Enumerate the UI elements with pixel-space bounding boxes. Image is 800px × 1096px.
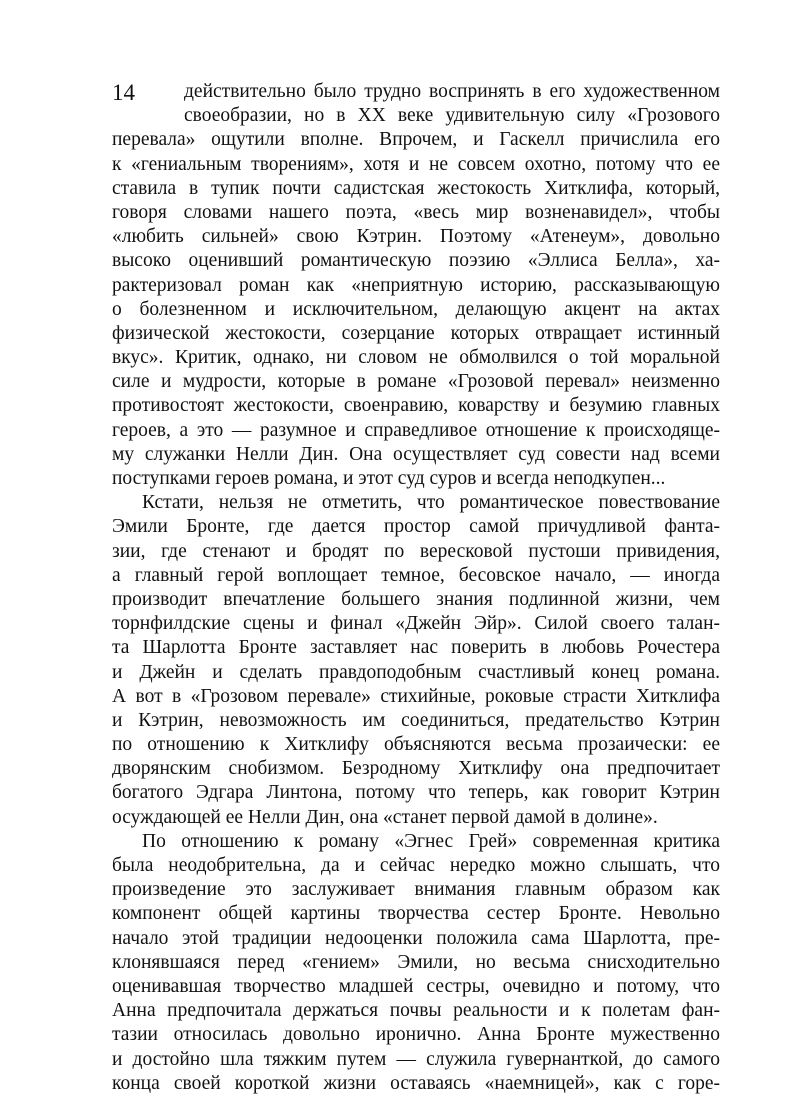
text-line: клонявшаяся перед «гением» Эмили, но весьма снисходительно [112, 951, 720, 973]
text-line: «любить сильней» свою Кэтрин. Поэтому «Атенеум», довольно [112, 226, 720, 248]
text-line: произведение это заслуживает внимания главным образом как [112, 879, 720, 901]
text-line: По отношению к роману «Эгнес Грей» современная критика [142, 830, 720, 852]
body-text [112, 80, 720, 1096]
text-line: и достойно шла тяжким путем — служила гувернанткой, до самого [112, 1048, 720, 1070]
text-line: и Джейн и сделать правдоподобным счастливый конец романа. [112, 661, 720, 683]
text-line: говоря словами нашего поэта, «весь мир возненавидел», чтобы [112, 201, 720, 223]
text-line: Эмили Бронте, где дается простор самой причудливой фанта- [112, 516, 720, 538]
text-line: высоко оценивший романтическую поэзию «Эллиса Белла», ха- [112, 250, 720, 272]
text-line: о болезненном и исключительном, делающую акцент на актах [112, 298, 720, 320]
text-line: дворянским снобизмом. Безродному Хитклифу она предпочитает [112, 758, 720, 780]
text-line: действительно было трудно воспринять в его художественном [184, 81, 720, 102]
text-line: по отношению к Хитклифу объясняются весьма прозаически: ее [112, 734, 720, 756]
text-line: перевала» ощутили вполне. Впрочем, и Гаскелл причислила его [112, 129, 720, 151]
text-line: Кстати, нельзя не отметить, что романтическое повествование [142, 492, 720, 514]
text-line: А вот в «Грозовом перевале» стихийные, роковые страсти Хитклифа [112, 685, 720, 707]
text-line: физической жестокости, созерцание которых отвращает истинный [112, 322, 720, 344]
text-line: Анна предпочитала держаться почвы реальности и к полетам фан- [112, 1000, 720, 1022]
text-line: а главный герой воплощает темное, бесовское начало, — иногда [112, 564, 720, 586]
text-line: и Кэтрин, невозможность им соединиться, предательство Кэтрин [112, 709, 720, 731]
text-line: начало этой традиции недооценки положила сама Шарлотта, пре- [112, 927, 720, 949]
text-line: торнфилдские сцены и финал «Джейн Эйр». Силой своего талан- [112, 613, 720, 635]
text-line: вкус». Критик, однако, ни словом не обмолвился о той моральной [112, 347, 720, 369]
text-line: была неодобрительна, да и сейчас нередко можно слышать, что [112, 855, 720, 876]
text-line: конца своей короткой жизни оставаясь «наемницей», как с горе- [112, 1072, 720, 1094]
text-line: ставила в тупик почти садистская жестокость Хитклифа, который, [112, 177, 720, 199]
text-line: оценивавшая творчество младшей сестры, очевидно и потому, что [112, 975, 720, 997]
text-line: компонент общей картины творчества сестер Бронте. Невольно [112, 903, 720, 925]
text-line: к «гениальным творениям», хотя и не совсем охотно, потому что ее [112, 153, 720, 175]
text-line: противостоят жестокости, своенравию, коварству и безумию главных [112, 395, 720, 417]
text-line: рактеризовал роман как «неприятную историю, рассказывающую [112, 274, 720, 296]
text-line: героев, а это — разумное и справедливое отношение к происходяще- [112, 419, 720, 441]
text-line: силе и мудрости, которые в романе «Грозовой перевал» неизменно [112, 371, 720, 393]
text-line: своеобразии, но в XX веке удивительную силу «Грозового [184, 105, 720, 127]
text-line: му служанки Нелли Дин. Она осуществляет суд совести над всеми [112, 443, 720, 465]
page-number: 14 [112, 80, 135, 105]
text-line: та Шарлотта Бронте заставляет нас поверить в любовь Рочестера [112, 637, 720, 659]
text-line: тазии относилась довольно иронично. Анна Бронте мужественно [112, 1024, 720, 1046]
text-line: поступками героев романа, и этот суд суров и всегда неподкупен... [112, 468, 666, 489]
text-line: зии, где стенают и бродят по вересковой пустоши привидения, [112, 540, 720, 562]
text-line: богатого Эдгара Линтона, потому что теперь, как говорит Кэтрин [112, 782, 720, 804]
text-line: производит впечатление большего знания подлинной жизни, чем [112, 588, 720, 610]
text-line: осуждающей ее Нелли Дин, она «станет первой дамой в долине». [112, 806, 658, 828]
